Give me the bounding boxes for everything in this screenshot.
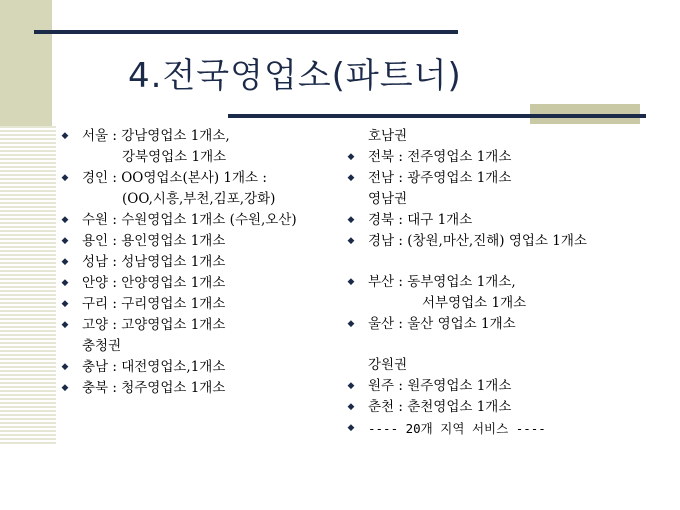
list-item-text: 서울 : 강남영업소 1개소, (82, 128, 230, 144)
list-item (344, 272, 664, 293)
diamond-bullet-icon: ◆ (61, 257, 69, 267)
diamond-bullet-icon: ◆ (347, 173, 355, 183)
list-item-text: 고양 : 고양영업소 1개소 (82, 317, 226, 333)
right-column (344, 126, 664, 439)
list-item-text: 충북 : 청주영업소 1개소 (82, 380, 226, 396)
list-item (58, 168, 348, 189)
diamond-bullet-icon: ◆ (347, 236, 355, 246)
diamond-bullet-icon: ◆ (61, 299, 69, 309)
list-item-text: 강북영업소 1개소 (122, 149, 227, 165)
diamond-bullet-icon: ◆ (347, 381, 355, 391)
list-item-text: ---- 20개 지역 서비스 ---- (368, 421, 546, 436)
list-item-text: 춘천 : 춘천영업소 1개소 (368, 399, 512, 415)
diamond-bullet-icon: ◆ (347, 402, 355, 412)
list-item (58, 210, 348, 231)
diamond-bullet-icon: ◆ (61, 173, 69, 183)
list-item-text: 서부영업소 1개소 (422, 295, 527, 311)
list-item-text: 수원 : 수원영업소 1개소 (수원,오산) (82, 212, 297, 228)
diamond-bullet-icon: ◆ (347, 277, 355, 287)
diamond-bullet-icon: ◆ (61, 131, 69, 141)
list-item-text: 원주 : 원주영업소 1개소 (368, 378, 512, 394)
list-item (58, 252, 348, 273)
decorative-block-left (0, 0, 52, 126)
list-item (344, 397, 664, 418)
list-item (344, 168, 664, 189)
diamond-bullet-icon: ◆ (61, 320, 69, 330)
list-item (58, 273, 348, 294)
list-item-text: (OO,시흥,부천,김포,강화) (122, 191, 276, 207)
list-item (344, 231, 664, 252)
list-item (344, 376, 664, 397)
list-item-text: 경북 : 대구 1개소 (368, 212, 473, 228)
diamond-bullet-icon: ◆ (61, 215, 69, 225)
list-item (58, 126, 348, 147)
list-heading (344, 355, 664, 376)
diamond-bullet-icon: ◆ (61, 383, 69, 393)
diamond-bullet-icon: ◆ (347, 152, 355, 162)
list-item-text: 영남권 (368, 191, 408, 207)
list-item-text: 경인 : OO영업소(본사) 1개소 : (82, 170, 267, 186)
list-item-text: 강원권 (368, 357, 408, 373)
list-item-text: 충남 : 대전영업소,1개소 (82, 359, 226, 375)
diamond-bullet-icon: ◆ (347, 215, 355, 225)
list-item-text: 부산 : 동부영업소 1개소, (368, 274, 516, 290)
list-item-text: 울산 : 울산 영업소 1개소 (368, 316, 516, 332)
decorative-line-top (34, 30, 458, 34)
list-item (58, 315, 348, 336)
list-item-text: 용인 : 용인영업소 1개소 (82, 233, 226, 249)
list-spacer (344, 335, 664, 355)
list-item-text: 성남 : 성남영업소 1개소 (82, 254, 226, 270)
list-item (344, 418, 664, 439)
list-heading (58, 189, 348, 210)
list-heading (344, 189, 664, 210)
list-item-text: 구리 : 구리영업소 1개소 (82, 296, 226, 312)
list-item-text: 전남 : 광주영업소 1개소 (368, 170, 512, 186)
diamond-bullet-icon: ◆ (347, 319, 355, 329)
diamond-bullet-icon: ◆ (347, 423, 355, 433)
list-item (344, 210, 664, 231)
decorative-stripes (0, 126, 56, 444)
list-item-text: 호남권 (368, 128, 408, 144)
list-item (344, 147, 664, 168)
list-item-text: 충청권 (82, 338, 122, 354)
diamond-bullet-icon: ◆ (61, 236, 69, 246)
list-item (344, 314, 664, 335)
list-item (58, 378, 348, 399)
list-heading (58, 147, 348, 168)
list-item (58, 357, 348, 378)
left-column (58, 126, 348, 399)
list-item-text: 전북 : 전주영업소 1개소 (368, 149, 512, 165)
list-heading (58, 336, 348, 357)
list-item-text: 경남 : (창원,마산,진해) 영업소 1개소 (368, 233, 587, 249)
list-heading (344, 126, 664, 147)
list-item-text: 안양 : 안양영업소 1개소 (82, 275, 226, 291)
list-item (58, 231, 348, 252)
list-item (58, 294, 348, 315)
slide-title: 4.전국영업소(파트너) (128, 56, 462, 96)
decorative-line-bottom (228, 114, 646, 118)
diamond-bullet-icon: ◆ (61, 278, 69, 288)
list-heading (344, 293, 664, 314)
list-spacer (344, 252, 664, 272)
diamond-bullet-icon: ◆ (61, 362, 69, 372)
